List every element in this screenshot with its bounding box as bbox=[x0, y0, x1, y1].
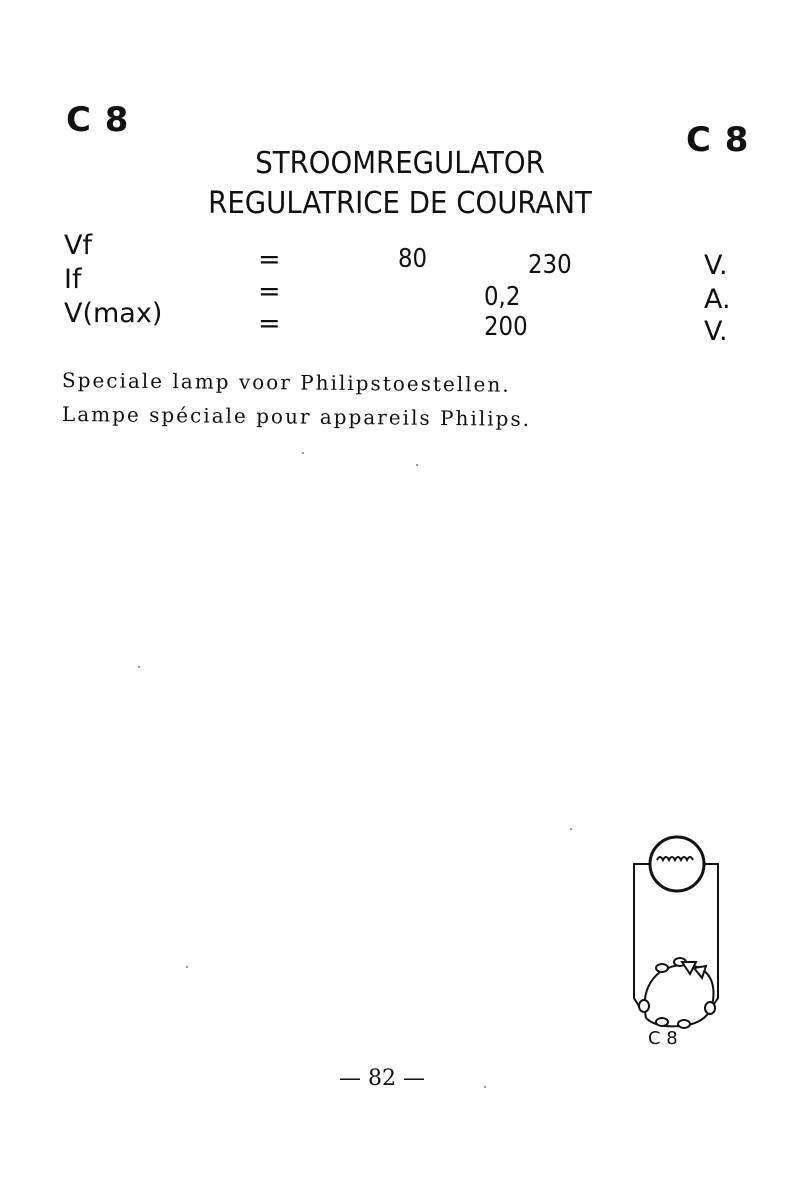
wiring bbox=[634, 864, 718, 1010]
spec-value: 200 bbox=[484, 312, 528, 342]
scan-speck bbox=[570, 828, 572, 830]
tube-code-left: C 8 bbox=[66, 100, 130, 140]
spec-value: 0,2 bbox=[484, 282, 521, 312]
scan-speck bbox=[416, 464, 418, 466]
scan-speck bbox=[484, 1086, 486, 1088]
title-french: REGULATRICE DE COURANT bbox=[208, 186, 592, 221]
spec-unit: V. bbox=[704, 316, 728, 347]
spec-label: Vf bbox=[64, 230, 92, 261]
spec-unit: A. bbox=[704, 284, 731, 315]
spec-value-min: 80 bbox=[398, 244, 428, 274]
spec-unit: V. bbox=[704, 250, 728, 281]
description-french: Lampe spéciale pour appareils Philips. bbox=[61, 402, 532, 431]
scan-speck bbox=[186, 966, 188, 968]
description-dutch: Speciale lamp voor Philipstoestellen. bbox=[61, 368, 511, 397]
spec-label: V(max) bbox=[64, 298, 163, 329]
title-dutch: STROOMREGULATOR bbox=[255, 146, 545, 181]
tube-code-right: C 8 bbox=[686, 120, 750, 160]
spec-value-max: 230 bbox=[528, 250, 572, 280]
spec-label: If bbox=[64, 264, 82, 295]
scan-speck bbox=[138, 666, 140, 668]
page-number: — 82 — bbox=[339, 1066, 425, 1091]
spec-equals: = bbox=[258, 276, 281, 307]
bulb-filament-icon bbox=[650, 837, 704, 891]
spec-equals: = bbox=[258, 308, 281, 339]
scan-speck bbox=[302, 452, 304, 454]
diagram-caption: C 8 bbox=[648, 1028, 678, 1048]
socket-pins-icon bbox=[639, 958, 715, 1028]
spec-equals: = bbox=[258, 244, 281, 275]
tube-base-diagram bbox=[620, 828, 730, 1048]
